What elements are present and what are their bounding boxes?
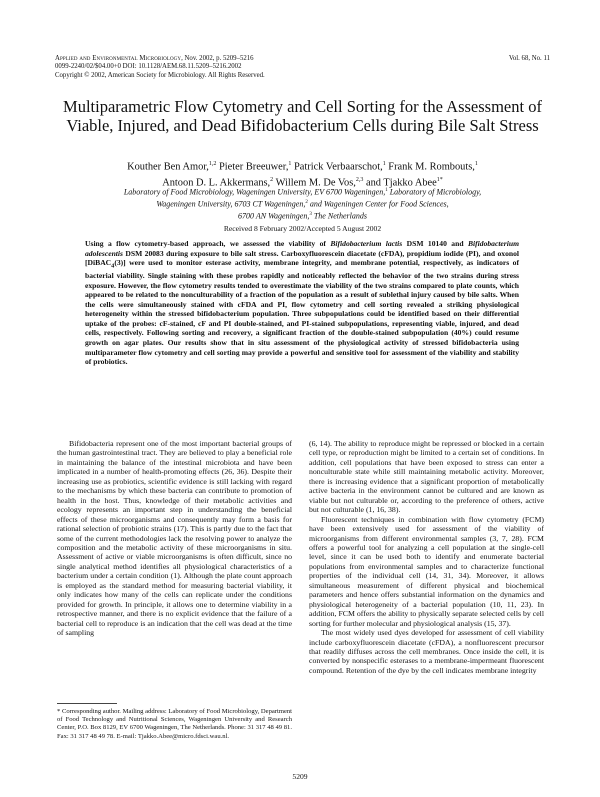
page-number: 5209 — [292, 772, 308, 781]
author-affil-mark: 2,3 — [355, 176, 364, 183]
author-name: Kouther Ben Amor, — [127, 161, 209, 173]
affiliation-line — [55, 198, 550, 210]
author-name: Antoon D. L. Akkermans, — [162, 177, 271, 189]
species-name: Bifidobacterium adolescentis — [85, 239, 519, 258]
abstract-text: DSM 20083 during exposure to bile salt stress. Carboxyfluorescein diacetate (cFDA), propidium iodide (PI), and oxonol [DiBAC — [85, 248, 519, 268]
author-affil-mark: 1 — [288, 161, 292, 167]
article-title: Multiparametric Flow Cytometry and Cell Sorting for the Assessment of Viable, Injured, and Dead Bifidobacterium Cells during Bile Salt Stress — [63, 97, 542, 135]
abstract-text: DSM 10140 and — [402, 239, 468, 248]
affiliation-line — [55, 210, 550, 222]
journal-citation-line — [55, 55, 550, 63]
corresponding-author-footnote: * Corresponding author. Mailing address: Laboratory of Food Microbiology, Department of Food Technology and Nutritional Sciences, Wageningen University and Research Center, P.O. Box 8129, EV 6700 Wageningen, The Netherlands. Phone: 31 317 48 49 81. Fax: 31 317 48 49 78. E-mail: Tjakko.Abee@micro.fdsci.wau.nl. — [57, 708, 292, 740]
received-dates: Received 8 February 2002/Accepted 5 August 2002 — [223, 224, 382, 233]
body-column-left — [57, 439, 292, 638]
affiliation-text: 6700 AN Wageningen, — [238, 211, 310, 221]
species-name: Bifidobacterium lactis — [330, 239, 403, 248]
author-affil-mark: 1* — [436, 176, 443, 183]
author-affil-mark: 2 — [270, 176, 274, 183]
affiliation-mark: 2 — [305, 200, 308, 206]
journal-name: Applied and Environmental Microbiology — [55, 55, 182, 62]
author-affil-mark: 1,2 — [208, 161, 217, 167]
affiliation-text: Laboratory of Microbiology, — [387, 187, 482, 197]
journal-issue: , Nov. 2002, p. 5209–5216 — [181, 55, 254, 62]
body-paragraph: Fluorescent techniques in combination with flow cytometry (FCM) have been extensively used for assessment of the viability of microorganisms from different environmental samples (3, 7, 28). FCM offers a powerful tool for analyzing a cell population at the single-cell level, since it can be used both to identify and enumerate bacterial populations from environmental samples and to characterize functional properties of the individual cell (14, 31, 34). Moreover, it allows simultaneous measurement of different physical and biochemical parameters and hence offers substantial information on the dynamics and physiological heterogeneity of a bacterial population (10, 11, 23). In addition, FCM offers the ability to physically separate selected cells by cell sorting for further molecular and physiological analysis (15, 37). — [309, 514, 544, 628]
abstract-text: Using a flow cytometry-based approach, we assessed the viability of — [85, 239, 331, 248]
body-column-right — [309, 439, 544, 675]
footnote-divider — [57, 703, 117, 704]
affiliation-text: Wageningen University, 6703 CT Wageningen, — [156, 199, 306, 209]
author-name: Patrick Verbaarschot, — [291, 161, 383, 173]
author-line-1 — [55, 158, 550, 174]
affiliations — [55, 186, 550, 222]
affiliation-text: Laboratory of Food Microbiology, Wageningen University, EV 6700 Wageningen, — [123, 187, 386, 197]
body-paragraph: (6, 14). The ability to reproduce might be repressed or blocked in a certain cell type, or reproduction might be limited to a certain set of conditions. In addition, cell populations that have been exposed to stress can enter a nonculturable state while still maintaining metabolic activity. Moreover, there is increasing evidence that a significant proportion of metabolically active bacteria in the environment cannot be cultured and are known as viable but not culturable or, according to the preference of others, active but not culturable (1, 16, 38). — [309, 439, 544, 515]
abstract-text: (3)] were used to monitor esterase activity, membrane integrity, and membrane potential, respectively, as indicators of bacterial viability. Single staining with these probes rapidly and noticeably reflected the behavior of the two strains during stress exposure. However, the flow cytometry results tended to overestimate the viability of the two strains compared to plate counts, which appeared to be related to the nonculturability of a fraction of the population as a result of sublethal injury caused by bile salts. When the cells were simultaneously stained with cFDA and PI, flow cytometry and cell sorting revealed a striking physiological heterogeneity within the stressed bifidobacterium population. Three subpopulations could be identified based on their differential uptake of the probes: cF-stained, cF and PI double-stained, and PI-stained subpopulations, representing viable, injured, and dead cells, respectively. Following sorting and recovery, a significant fraction of the double-stained subpopulation (40%) could resume growth on agar plates. Our results show that in situ assessment of the physiological activity of stressed bifidobacteria using multiparameter flow cytometry and cell sorting may provide a powerful and sensitive tool for assessment of the viability and stability of probiotics. — [85, 258, 519, 367]
author-affil-mark: 1 — [474, 161, 478, 167]
author-name: Willem M. De Vos, — [273, 177, 356, 189]
affiliation-line — [55, 186, 550, 198]
copyright-line: Copyright © 2002, American Society for Microbiology. All Rights Reserved. — [55, 71, 265, 79]
author-name: Pieter Breeuwer, — [216, 161, 289, 173]
author-affil-mark: 1 — [382, 161, 386, 167]
affiliation-mark: 3 — [309, 212, 312, 218]
author-name: Frank M. Rombouts, — [385, 161, 475, 173]
subscript: 4 — [111, 262, 115, 270]
volume-label: Vol. 68, No. 11 — [508, 55, 550, 62]
affiliation-text: and Wageningen Center for Food Sciences, — [307, 199, 449, 209]
journal-header — [55, 55, 550, 80]
author-name: and Tjakko Abee — [363, 177, 437, 189]
body-paragraph: The most widely used dyes developed for assessment of cell viability include carboxyfluorescein diacetate (cFDA), a nonfluorescent precursor that readily diffuses across the cell membranes. Once inside the cell, it is converted by nonspecific esterases to a membrane-impermeant fluorescent compound. Retention of the dye by the cell indicates membrane integrity — [309, 628, 544, 675]
body-paragraph: Bifidobacteria represent one of the most important bacterial groups of the human gastrointestinal tract. They are believed to play a beneficial role in maintaining the balance of the intestinal microbiota and have been implicated in a number of health-promoting effects (26, 36). Despite their increasing use as probiotics, scientific evidence is still lacking with regard to the mechanisms by which these bacteria can contribute to promotion of health in the host. Thus, knowledge of their metabolic activities and ecology represents an important step in understanding the beneficial effects of these microorganisms and consequently may form a basis for rational selection of probiotic strains (17). This is partly due to the fact that some of the current methodologies lack the resolving power to analyze the composition and the metabolic activity of these microorganisms in situ. Assessment of active or viable microorganisms is often difficult, since no single analytical method identifies all physiological characteristics of a bacterium under a certain condition (1). Although the plate count approach is employed as the standard method for measuring bacterial viability, it only indicates how many of the cells can replicate under the conditions provided for growth. In principle, it allows one to determine viability in a retrospective manner, and there is no explicit evidence that the failure of a bacterial cell to reproduce is an indication that the cell was dead at the time of sampling — [57, 439, 292, 638]
doi-line: 0099-2240/02/$04.00+0 DOI: 10.1128/AEM.68.11.5209–5216.2002 — [55, 63, 242, 71]
affiliation-text: The Netherlands — [311, 211, 367, 221]
abstract — [85, 239, 519, 367]
affiliation-mark: 1 — [385, 188, 388, 193]
